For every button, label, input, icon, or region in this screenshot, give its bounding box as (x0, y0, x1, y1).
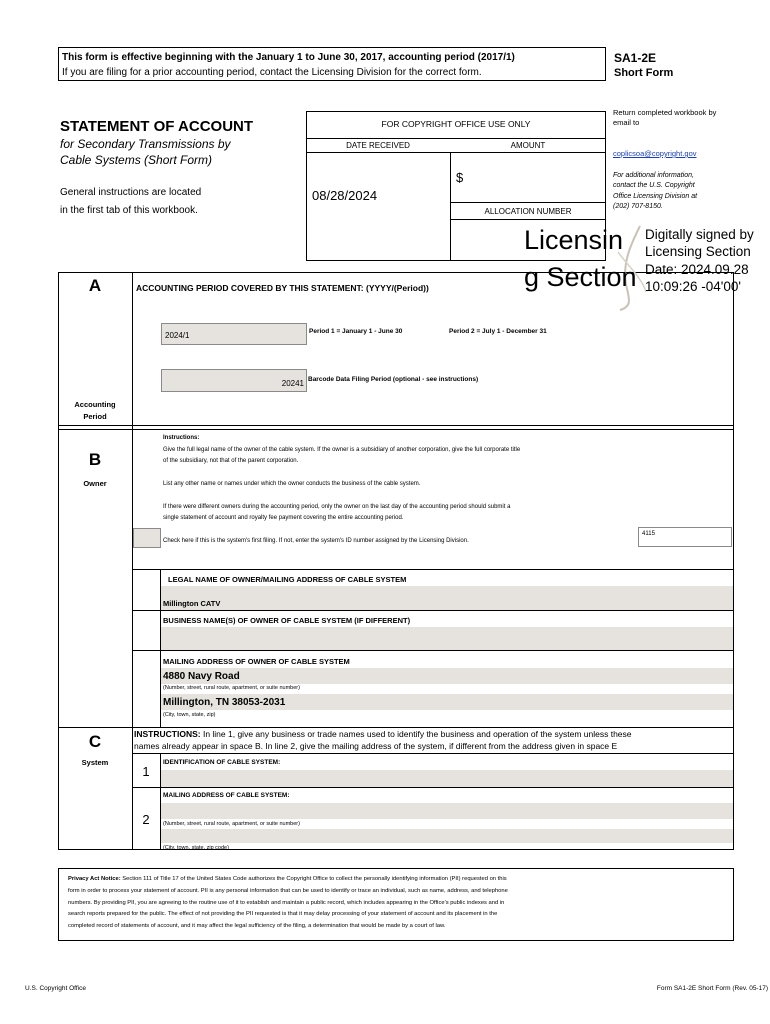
system-identification-label: IDENTIFICATION OF CABLE SYSTEM: (163, 759, 281, 766)
subtitle-line-2: Cable Systems (Short Form) (60, 153, 213, 167)
owner-instr-1b: of the subsidiary, not that of the parent corporation. (163, 458, 299, 464)
date-received-label: DATE RECEIVED (346, 141, 410, 150)
system-id-field[interactable] (638, 527, 732, 547)
owner-city-hint: (City, town, state, zip) (163, 712, 216, 718)
footer-left: U.S. Copyright Office (25, 985, 86, 992)
barcode-period-value: 20241 (281, 379, 304, 388)
allocation-number-label: ALLOCATION NUMBER (484, 207, 572, 216)
info-line-2: contact the U.S. Copyright (613, 182, 695, 189)
form-code: SA1-2E (614, 51, 657, 65)
owner-street-field[interactable] (161, 668, 733, 684)
privacy-line-3: numbers. By providing PII, you are agreeing to the routine use of it to establish and maintain a public record, which includes appearing in the Office's public indexes and in (68, 900, 505, 906)
system-city-hint: (City, town, state, zip code) (163, 845, 229, 851)
barcode-period-label: Barcode Data Filing Period (optional - see instructions) (308, 376, 479, 383)
return-line-1: Return completed workbook by (613, 108, 717, 117)
privacy-line-4: search reports prepared for the public. The effect of not providing the PII requested is that it may delay processing of your statement of account and its placement in the (68, 911, 498, 917)
info-line-4: (202) 707-8150. (613, 203, 663, 210)
owner-instr-1a: Give the full legal name of the owner of the cable system. If the owner is a subsidiary of another corporation, give the full corporate title (163, 447, 521, 453)
owner-instr-2: List any other name or names under which the owner conducts the business of the cable system. (163, 481, 421, 487)
system-instructions-label: INSTRUCTIONS: (134, 729, 201, 739)
system-instructions-text-1: In line 1, give any business or trade names used to identify the business and operation of the system unless these (200, 729, 632, 739)
accounting-period-input[interactable] (161, 323, 307, 345)
owner-instr-3b: single statement of account and royalty fee payment covering the entire accounting period. (163, 515, 404, 521)
system-id-value: 4115 (642, 531, 655, 537)
privacy-label: Privacy Act Notice: (68, 876, 121, 882)
privacy-line-2: form in order to process your statement of account. PII is any personal information that can be used to identify or trace an individual, such as name, address, and telephone (68, 888, 508, 894)
owner-street-value: 4880 Navy Road (163, 671, 240, 682)
period-2-note: Period 2 = July 1 - December 31 (449, 328, 547, 335)
period-1-note: Period 1 = January 1 - June 30 (309, 328, 403, 335)
page-title: STATEMENT OF ACCOUNT (60, 118, 254, 135)
info-line-3: Office Licensing Division at (613, 193, 698, 200)
legal-name-label: LEGAL NAME OF OWNER/MAILING ADDRESS OF CABLE SYSTEM (168, 575, 407, 584)
system-mailing-label: MAILING ADDRESS OF CABLE SYSTEM: (163, 792, 290, 799)
barcode-period-input[interactable] (161, 369, 307, 392)
space-b-letter: B (88, 450, 102, 469)
amount-dollar-sign: $ (456, 170, 464, 185)
effective-line: This form is effective beginning with the January 1 to June 30, 2017, accounting period (2017/1) (62, 52, 515, 63)
owner-street-hint: (Number, street, rural route, apartment, or suite number) (163, 685, 300, 691)
legal-name-value: Millington CATV (163, 599, 221, 608)
first-filing-label: Check here if this is the system's first filing. If not, enter the system's ID number assigned by the Licensing Division. (163, 538, 469, 544)
info-line-1: For additional information, (613, 172, 694, 179)
owner-city-value: Millington, TN 38053-2031 (163, 697, 286, 708)
space-c-name: System (81, 758, 109, 767)
legal-name-field[interactable] (161, 586, 733, 610)
signature-detail-1: Digitally signed by (645, 227, 754, 242)
prior-period-line: If you are filing for a prior accounting period, contact the Licensing Division for the correct form. (62, 67, 482, 78)
privacy-line-5: completed record of statements of account, and it may affect the legal sufficiency of the filing, a determination that would be made by a court of law. (68, 923, 446, 929)
space-b-name: Owner (83, 479, 107, 488)
system-street-hint: (Number, street, rural route, apartment, or suite number) (163, 821, 300, 827)
return-line-2: email to (613, 118, 640, 127)
owner-instr-3a: If there were different owners during the accounting period, only the owner on the last day of the accounting period should submit a (163, 504, 511, 510)
email-link[interactable]: coplicsoa@copyright.gov (613, 149, 697, 158)
space-c-letter: C (88, 732, 102, 751)
subtitle-line-1: for Secondary Transmissions by (60, 137, 231, 151)
form-type: Short Form (614, 67, 674, 79)
business-name-field[interactable] (161, 627, 733, 650)
signature-name-line-1: Licensin (524, 225, 624, 255)
space-a-name-1: Accounting (74, 400, 116, 409)
business-name-label: BUSINESS NAME(S) OF OWNER OF CABLE SYSTEM (IF DIFFERENT) (163, 616, 411, 625)
mailing-address-label: MAILING ADDRESS OF OWNER OF CABLE SYSTEM (163, 657, 350, 666)
signature-detail-3: Date: 2024.09.28 (645, 262, 749, 277)
date-received-value: 08/28/2024 (312, 188, 378, 203)
first-filing-checkbox[interactable] (133, 528, 161, 548)
system-instructions-line-1 (134, 729, 632, 739)
space-a-letter: A (88, 276, 102, 295)
signature-name-line-2: g Section (524, 262, 637, 292)
privacy-text-1: Section 111 of Title 17 of the United States Code authorizes the Copyright Office to collect the personally identifying information (PII) requested on this (120, 876, 507, 882)
footer-right: Form SA1-2E Short Form (Rev. 05-17) (656, 985, 768, 992)
office-use-heading: FOR COPYRIGHT OFFICE USE ONLY (381, 119, 531, 129)
accounting-period-heading: ACCOUNTING PERIOD COVERED BY THIS STATEMENT: (YYYY/(Period)) (136, 283, 429, 293)
accounting-period-value: 2024/1 (165, 331, 190, 340)
system-city-field[interactable] (161, 829, 733, 843)
system-identification-field[interactable] (161, 770, 733, 787)
amount-label: AMOUNT (510, 141, 546, 150)
system-street-field[interactable] (161, 803, 733, 819)
general-instructions-2: in the first tab of this workbook. (60, 205, 198, 216)
signature-detail-4: 10:09:26 -04'00' (645, 279, 741, 294)
line-2-number: 2 (142, 812, 150, 827)
owner-instructions-title: Instructions: (163, 435, 200, 441)
line-1-number: 1 (142, 764, 150, 779)
space-a-name-2: Period (83, 412, 107, 421)
owner-city-field[interactable] (161, 694, 733, 710)
system-instructions-line-2: names already appear in space B. In line 2, give the mailing address of the system, if different from the address given in space E (134, 741, 618, 751)
general-instructions-1: General instructions are located (60, 187, 202, 198)
signature-detail-2: Licensing Section (645, 244, 751, 259)
privacy-line-1 (68, 876, 507, 882)
